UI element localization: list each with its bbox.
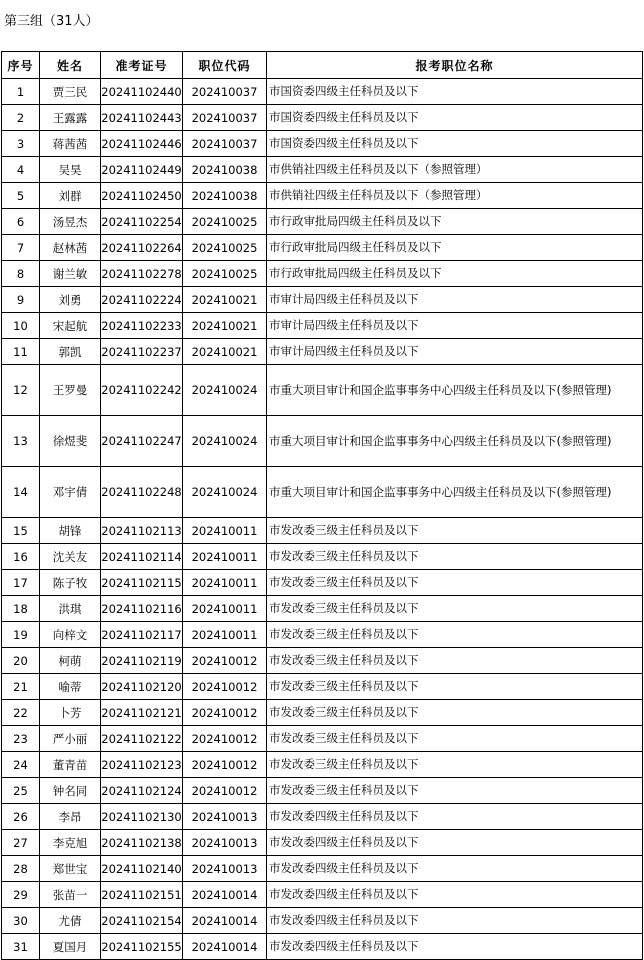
cell-serial-number: 7 [2, 235, 40, 261]
cell-position-code: 202410012 [183, 752, 267, 778]
table-row [2, 856, 643, 882]
cell-position-title: 市行政审批局四级主任科员及以下 [267, 209, 643, 235]
cell-position-code: 202410025 [183, 235, 267, 261]
cell-serial-number: 25 [2, 778, 40, 804]
cell-position-title: 市重大项目审计和国企监事事务中心四级主任科员及以下(参照管理) [267, 365, 643, 416]
cell-position-title: 市发改委四级主任科员及以下 [267, 934, 643, 960]
cell-position-title: 市国资委四级主任科员及以下 [267, 105, 643, 131]
cell-name: 刘群 [40, 183, 101, 209]
cell-ticket-number: 20241102119 [101, 648, 183, 674]
cell-position-title: 市审计局四级主任科员及以下 [267, 313, 643, 339]
table-row [2, 596, 643, 622]
cell-name: 夏国月 [40, 934, 101, 960]
cell-ticket-number: 20241102278 [101, 261, 183, 287]
cell-position-code: 202410025 [183, 209, 267, 235]
table-row [2, 365, 643, 416]
cell-position-title: 市发改委四级主任科员及以下 [267, 856, 643, 882]
cell-ticket-number: 20241102123 [101, 752, 183, 778]
cell-serial-number: 30 [2, 908, 40, 934]
table-row [2, 726, 643, 752]
cell-position-title: 市供销社四级主任科员及以下（参照管理） [267, 157, 643, 183]
cell-position-title: 市发改委三级主任科员及以下 [267, 622, 643, 648]
cell-position-title: 市行政审批局四级主任科员及以下 [267, 261, 643, 287]
cell-name: 谢兰敏 [40, 261, 101, 287]
cell-position-code: 202410038 [183, 183, 267, 209]
cell-ticket-number: 20241102264 [101, 235, 183, 261]
header-ticket-number: 准考证号 [101, 52, 183, 79]
cell-name: 卜芳 [40, 700, 101, 726]
cell-position-code: 202410013 [183, 856, 267, 882]
cell-position-title: 市发改委四级主任科员及以下 [267, 882, 643, 908]
cell-position-code: 202410024 [183, 416, 267, 467]
cell-position-code: 202410011 [183, 570, 267, 596]
cell-position-title: 市发改委三级主任科员及以下 [267, 518, 643, 544]
cell-position-code: 202410011 [183, 518, 267, 544]
cell-serial-number: 10 [2, 313, 40, 339]
cell-ticket-number: 20241102130 [101, 804, 183, 830]
table-row [2, 570, 643, 596]
cell-position-code: 202410021 [183, 339, 267, 365]
cell-serial-number: 11 [2, 339, 40, 365]
cell-position-title: 市重大项目审计和国企监事事务中心四级主任科员及以下(参照管理) [267, 416, 643, 467]
cell-name: 王罗曼 [40, 365, 101, 416]
cell-name: 贾三民 [40, 79, 101, 105]
cell-ticket-number: 20241102114 [101, 544, 183, 570]
cell-name: 喻蒂 [40, 674, 101, 700]
cell-position-code: 202410021 [183, 313, 267, 339]
cell-ticket-number: 20241102120 [101, 674, 183, 700]
cell-position-code: 202410014 [183, 934, 267, 960]
cell-name: 邓宇倩 [40, 467, 101, 518]
table-row [2, 934, 643, 960]
cell-position-code: 202410011 [183, 622, 267, 648]
table-row [2, 105, 643, 131]
cell-position-code: 202410038 [183, 157, 267, 183]
cell-position-title: 市发改委四级主任科员及以下 [267, 804, 643, 830]
cell-name: 吴昊 [40, 157, 101, 183]
cell-position-title: 市国资委四级主任科员及以下 [267, 131, 643, 157]
cell-ticket-number: 20241102440 [101, 79, 183, 105]
cell-name: 陈子牧 [40, 570, 101, 596]
cell-ticket-number: 20241102450 [101, 183, 183, 209]
table-row [2, 157, 643, 183]
cell-position-code: 202410037 [183, 105, 267, 131]
cell-position-title: 市发改委三级主任科员及以下 [267, 570, 643, 596]
cell-position-title: 市发改委三级主任科员及以下 [267, 544, 643, 570]
cell-position-title: 市发改委三级主任科员及以下 [267, 726, 643, 752]
table-row [2, 804, 643, 830]
cell-position-title: 市发改委三级主任科员及以下 [267, 778, 643, 804]
cell-serial-number: 15 [2, 518, 40, 544]
cell-name: 向梓文 [40, 622, 101, 648]
table-row [2, 648, 643, 674]
cell-ticket-number: 20241102233 [101, 313, 183, 339]
cell-serial-number: 18 [2, 596, 40, 622]
cell-position-code: 202410012 [183, 726, 267, 752]
cell-position-code: 202410012 [183, 674, 267, 700]
cell-position-code: 202410012 [183, 648, 267, 674]
cell-ticket-number: 20241102121 [101, 700, 183, 726]
cell-name: 郭凯 [40, 339, 101, 365]
cell-ticket-number: 20241102113 [101, 518, 183, 544]
candidate-table [1, 51, 643, 960]
cell-ticket-number: 20241102122 [101, 726, 183, 752]
cell-position-title: 市审计局四级主任科员及以下 [267, 287, 643, 313]
cell-serial-number: 3 [2, 131, 40, 157]
cell-name: 董青苗 [40, 752, 101, 778]
table-row [2, 622, 643, 648]
cell-position-title: 市国资委四级主任科员及以下 [267, 79, 643, 105]
cell-position-title: 市发改委四级主任科员及以下 [267, 908, 643, 934]
table-row [2, 79, 643, 105]
table-row [2, 830, 643, 856]
table-row [2, 261, 643, 287]
cell-name: 胡锋 [40, 518, 101, 544]
cell-position-title: 市行政审批局四级主任科员及以下 [267, 235, 643, 261]
table-row [2, 908, 643, 934]
cell-serial-number: 27 [2, 830, 40, 856]
cell-position-code: 202410024 [183, 365, 267, 416]
cell-position-title: 市发改委三级主任科员及以下 [267, 648, 643, 674]
cell-ticket-number: 20241102254 [101, 209, 183, 235]
cell-ticket-number: 20241102443 [101, 105, 183, 131]
cell-ticket-number: 20241102224 [101, 287, 183, 313]
cell-ticket-number: 20241102140 [101, 856, 183, 882]
cell-serial-number: 14 [2, 467, 40, 518]
cell-position-code: 202410025 [183, 261, 267, 287]
cell-serial-number: 21 [2, 674, 40, 700]
header-position-title: 报考职位名称 [267, 52, 643, 79]
table-row [2, 416, 643, 467]
cell-ticket-number: 20241102151 [101, 882, 183, 908]
cell-name: 尤倩 [40, 908, 101, 934]
cell-position-title: 市重大项目审计和国企监事事务中心四级主任科员及以下(参照管理) [267, 467, 643, 518]
cell-serial-number: 12 [2, 365, 40, 416]
cell-name: 汤昱杰 [40, 209, 101, 235]
cell-name: 张苗一 [40, 882, 101, 908]
cell-position-code: 202410011 [183, 544, 267, 570]
cell-position-code: 202410021 [183, 287, 267, 313]
table-row [2, 674, 643, 700]
cell-serial-number: 23 [2, 726, 40, 752]
cell-position-title: 市发改委四级主任科员及以下 [267, 830, 643, 856]
cell-name: 徐煜斐 [40, 416, 101, 467]
cell-position-title: 市供销社四级主任科员及以下（参照管理） [267, 183, 643, 209]
cell-position-title: 市审计局四级主任科员及以下 [267, 339, 643, 365]
cell-ticket-number: 20241102446 [101, 131, 183, 157]
cell-position-code: 202410014 [183, 908, 267, 934]
header-serial-number: 序号 [2, 52, 40, 79]
cell-ticket-number: 20241102117 [101, 622, 183, 648]
cell-serial-number: 2 [2, 105, 40, 131]
cell-ticket-number: 20241102247 [101, 416, 183, 467]
cell-serial-number: 6 [2, 209, 40, 235]
cell-serial-number: 28 [2, 856, 40, 882]
cell-position-code: 202410012 [183, 778, 267, 804]
cell-serial-number: 17 [2, 570, 40, 596]
table-row [2, 518, 643, 544]
cell-name: 郑世宝 [40, 856, 101, 882]
cell-position-code: 202410037 [183, 131, 267, 157]
cell-ticket-number: 20241102115 [101, 570, 183, 596]
cell-ticket-number: 20241102248 [101, 467, 183, 518]
cell-serial-number: 1 [2, 79, 40, 105]
cell-position-code: 202410024 [183, 467, 267, 518]
table-row [2, 287, 643, 313]
cell-name: 刘勇 [40, 287, 101, 313]
cell-name: 洪琪 [40, 596, 101, 622]
cell-name: 王露露 [40, 105, 101, 131]
cell-serial-number: 8 [2, 261, 40, 287]
header-name: 姓名 [40, 52, 101, 79]
cell-name: 宋起航 [40, 313, 101, 339]
header-position-code: 职位代码 [183, 52, 267, 79]
cell-position-code: 202410012 [183, 700, 267, 726]
cell-serial-number: 5 [2, 183, 40, 209]
table-row [2, 183, 643, 209]
table-row [2, 544, 643, 570]
cell-name: 赵林茜 [40, 235, 101, 261]
cell-name: 钟名同 [40, 778, 101, 804]
cell-serial-number: 20 [2, 648, 40, 674]
cell-ticket-number: 20241102155 [101, 934, 183, 960]
cell-position-code: 202410013 [183, 804, 267, 830]
cell-ticket-number: 20241102116 [101, 596, 183, 622]
cell-name: 柯萌 [40, 648, 101, 674]
cell-serial-number: 13 [2, 416, 40, 467]
cell-position-title: 市发改委三级主任科员及以下 [267, 596, 643, 622]
table-row [2, 339, 643, 365]
table-row [2, 700, 643, 726]
cell-ticket-number: 20241102154 [101, 908, 183, 934]
table-row [2, 313, 643, 339]
cell-ticket-number: 20241102449 [101, 157, 183, 183]
table-row [2, 882, 643, 908]
table-header-row [2, 52, 643, 79]
group-title: 第三组（31人） [4, 14, 99, 29]
cell-serial-number: 31 [2, 934, 40, 960]
cell-name: 李克旭 [40, 830, 101, 856]
table-row [2, 467, 643, 518]
table-row [2, 235, 643, 261]
cell-ticket-number: 20241102237 [101, 339, 183, 365]
cell-ticket-number: 20241102124 [101, 778, 183, 804]
cell-serial-number: 16 [2, 544, 40, 570]
cell-name: 蒋茜茜 [40, 131, 101, 157]
cell-name: 严小丽 [40, 726, 101, 752]
cell-serial-number: 19 [2, 622, 40, 648]
cell-position-code: 202410013 [183, 830, 267, 856]
cell-serial-number: 22 [2, 700, 40, 726]
cell-name: 沈关友 [40, 544, 101, 570]
cell-ticket-number: 20241102138 [101, 830, 183, 856]
cell-serial-number: 29 [2, 882, 40, 908]
table-row [2, 778, 643, 804]
cell-serial-number: 24 [2, 752, 40, 778]
cell-position-code: 202410037 [183, 79, 267, 105]
cell-position-title: 市发改委三级主任科员及以下 [267, 752, 643, 778]
table-body [2, 79, 643, 960]
cell-ticket-number: 20241102242 [101, 365, 183, 416]
table-row [2, 752, 643, 778]
cell-position-title: 市发改委三级主任科员及以下 [267, 700, 643, 726]
cell-serial-number: 4 [2, 157, 40, 183]
cell-position-code: 202410014 [183, 882, 267, 908]
cell-serial-number: 26 [2, 804, 40, 830]
cell-position-code: 202410011 [183, 596, 267, 622]
table-row [2, 209, 643, 235]
cell-position-title: 市发改委三级主任科员及以下 [267, 674, 643, 700]
cell-name: 李昂 [40, 804, 101, 830]
cell-serial-number: 9 [2, 287, 40, 313]
table-row [2, 131, 643, 157]
